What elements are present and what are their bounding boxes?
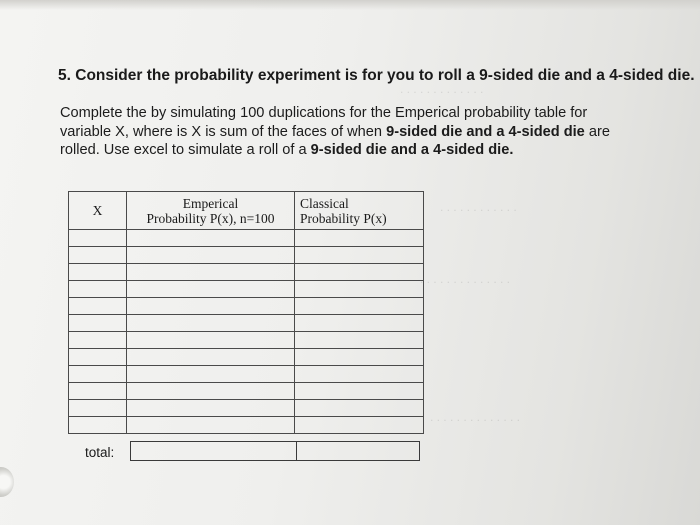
instructions-text: rolled. Use excel to simulate a roll of a [60,142,311,158]
emperical-cell[interactable] [127,315,295,332]
paper-top-shadow [0,0,700,10]
table-row [69,247,424,264]
bleed-through-text: . . . . . . . . . . . . [440,200,517,214]
table-row [69,417,424,434]
table-row [69,366,424,383]
header-x: X [69,192,127,230]
instructions-paragraph [60,104,620,160]
x-cell[interactable] [69,349,127,366]
total-row-divider [296,442,297,460]
table-header-row [69,192,424,230]
header-classical-line2: Probability P(x) [300,210,387,226]
x-cell[interactable] [69,383,127,400]
header-classical [295,192,424,230]
classical-cell[interactable] [295,315,424,332]
table-row [69,332,424,349]
emperical-cell[interactable] [127,230,295,247]
x-cell[interactable] [69,281,127,298]
instructions-text: are [584,123,610,140]
header-emperical-line2: Probability P(x), n=100 [146,210,275,226]
table-row [69,230,424,247]
classical-cell[interactable] [295,417,424,434]
x-cell[interactable] [69,332,127,349]
emperical-cell[interactable] [127,332,295,349]
probability-table-wrapper [68,191,424,434]
emperical-cell[interactable] [127,366,295,383]
emperical-cell[interactable] [127,383,295,400]
question-heading [58,67,695,85]
classical-cell[interactable] [295,383,424,400]
x-cell[interactable] [69,298,127,315]
header-classical-line1: Classical [300,195,349,211]
table-row [69,349,424,366]
emperical-cell[interactable] [127,247,295,264]
table-body [69,230,424,434]
table-row [69,400,424,417]
emperical-cell[interactable] [127,298,295,315]
classical-cell[interactable] [295,247,424,264]
classical-cell[interactable] [295,349,424,366]
x-cell[interactable] [69,230,127,247]
bleed-through-text: . . . . . . . . . . . . . . [430,410,521,424]
classical-cell[interactable] [295,366,424,383]
table-row [69,264,424,281]
instructions-bold: 9-sided die and a 4-sided die. [310,142,514,158]
probability-table [68,191,424,434]
emperical-cell[interactable] [127,400,295,417]
x-cell[interactable] [69,247,127,264]
instructions-line-2 [60,123,620,142]
header-emperical [127,192,295,230]
table-row [69,281,424,298]
classical-cell[interactable] [295,230,424,247]
x-cell[interactable] [69,417,127,434]
classical-cell[interactable] [295,281,424,298]
emperical-cell[interactable] [127,349,295,366]
question-text: Consider the probability experiment is for you to roll a 9-sided die and a 4-sided die. [75,67,695,84]
emperical-cell[interactable] [127,281,295,298]
classical-cell[interactable] [295,264,424,281]
table-row [69,383,424,400]
bleed-through-text: . . . . . . . . . . . . . [400,82,484,96]
total-row-box[interactable] [130,441,420,461]
x-cell[interactable] [69,264,127,281]
emperical-cell[interactable] [127,264,295,281]
total-label: total: [85,445,115,460]
x-cell[interactable] [69,400,127,417]
question-number: 5. [58,67,71,84]
classical-cell[interactable] [295,400,424,417]
instructions-text: variable X, where is X is sum of the faces of when [60,123,387,140]
instructions-line-3 [60,141,620,160]
emperical-cell[interactable] [127,417,295,434]
x-cell[interactable] [69,315,127,332]
bleed-through-text: . . . . . . . . . . . . . . [420,272,511,286]
table-row [69,298,424,315]
classical-cell[interactable] [295,298,424,315]
x-cell[interactable] [69,366,127,383]
instructions-bold: 9-sided die and a 4-sided die [386,123,585,140]
header-emperical-line1: Emperical [182,195,239,211]
classical-cell[interactable] [295,332,424,349]
instructions-line-1: Complete the by simulating 100 duplications for the Emperical probability table for [60,105,588,121]
table-row [69,315,424,332]
